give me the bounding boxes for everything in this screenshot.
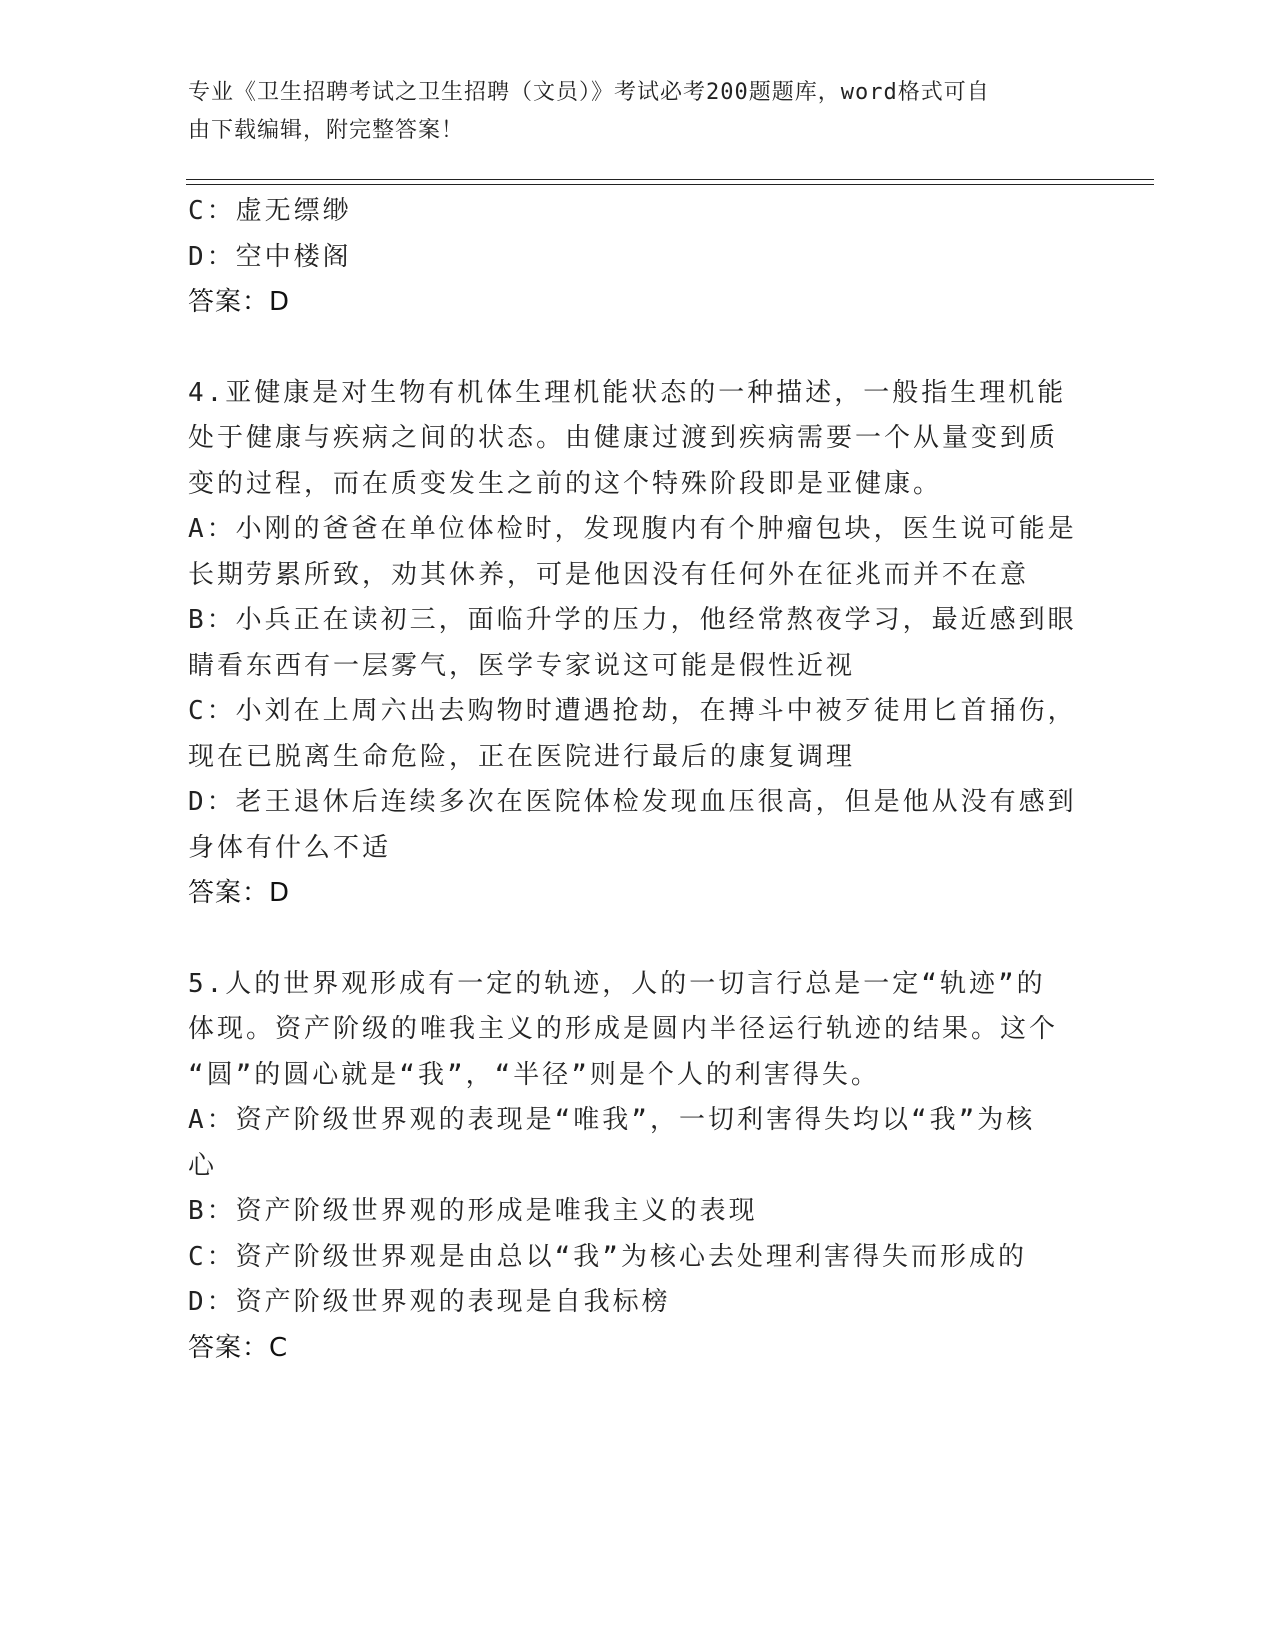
header-divider-top [186,179,1154,180]
header-line-2: 由下载编辑，附完整答案！ [188,118,465,143]
header-divider-bottom [186,184,1154,185]
q5-stem-line: “圆”的圆心就是“我”，“半径”则是个人的利害得失。 [188,1059,880,1090]
q4-option-d-line: D：老王退休后连续多次在医院体检发现血压很高，但是他从没有感到 [188,787,1077,817]
q4-option-c-line: 现在已脱离生命危险，正在医院进行最后的康复调理 [188,741,856,772]
question-4 [188,371,1088,917]
spacer [188,326,1088,371]
q4-option-a-line: 长期劳累所致，劝其休养，可是他因没有任何外在征兆而并不在意 [188,559,1030,590]
q3-answer: 答案：D [188,287,291,317]
q3-option-c: C：虚无缥缈 [188,196,352,226]
question-5 [188,962,1088,1372]
q4-option-c-line: C：小刘在上周六出去购物时遭遇抢劫，在搏斗中被歹徒用匕首捅伤， [188,696,1077,726]
q5-answer: 答案：C [188,1332,289,1363]
document-header [188,74,1068,150]
q5-stem-line: 5.人的世界观形成有一定的轨迹，人的一切言行总是一定“轨迹”的 [188,968,1046,999]
q4-answer: 答案：D [188,878,291,908]
q4-option-d-line: 身体有什么不适 [188,832,392,863]
q4-option-a-line: A：小刚的爸爸在单位体检时，发现腹内有个肿瘤包块，医生说可能是 [188,514,1077,544]
q5-option-d: D：资产阶级世界观的表现是自我标榜 [188,1287,671,1317]
q5-option-c: C：资产阶级世界观是由总以“我”为核心去处理利害得失而形成的 [188,1241,1027,1272]
q3-option-d: D：空中楼阁 [188,241,352,272]
q4-stem-line: 4.亚健康是对生物有机体生理机能状态的一种描述，一般指生理机能 [188,377,1067,408]
q5-option-a-line: A：资产阶级世界观的表现是“唯我”，一切利害得失均以“我”为核 [188,1105,1036,1135]
q4-stem-line: 变的过程，而在质变发生之前的这个特殊阶段即是亚健康。 [188,468,943,499]
q4-stem-line: 处于健康与疾病之间的状态。由健康过渡到疾病需要一个从量变到质 [188,423,1059,453]
spacer [188,917,1088,962]
question-3-tail [188,189,1088,326]
q4-option-b-line: B：小兵正在读初三，面临升学的压力，他经常熬夜学习，最近感到眼 [188,605,1077,635]
q5-option-a-line: 心 [188,1150,218,1181]
document-body [188,189,1088,1371]
q4-option-b-line: 睛看东西有一层雾气，医学专家说这可能是假性近视 [188,650,856,681]
q5-option-b: B：资产阶级世界观的形成是唯我主义的表现 [188,1196,758,1226]
q5-stem-line: 体现。资产阶级的唯我主义的形成是圆内半径运行轨迹的结果。这个 [188,1014,1059,1044]
header-line-1: 专业《卫生招聘考试之卫生招聘（文员）》考试必考200题题库，word格式可自 [188,80,990,105]
